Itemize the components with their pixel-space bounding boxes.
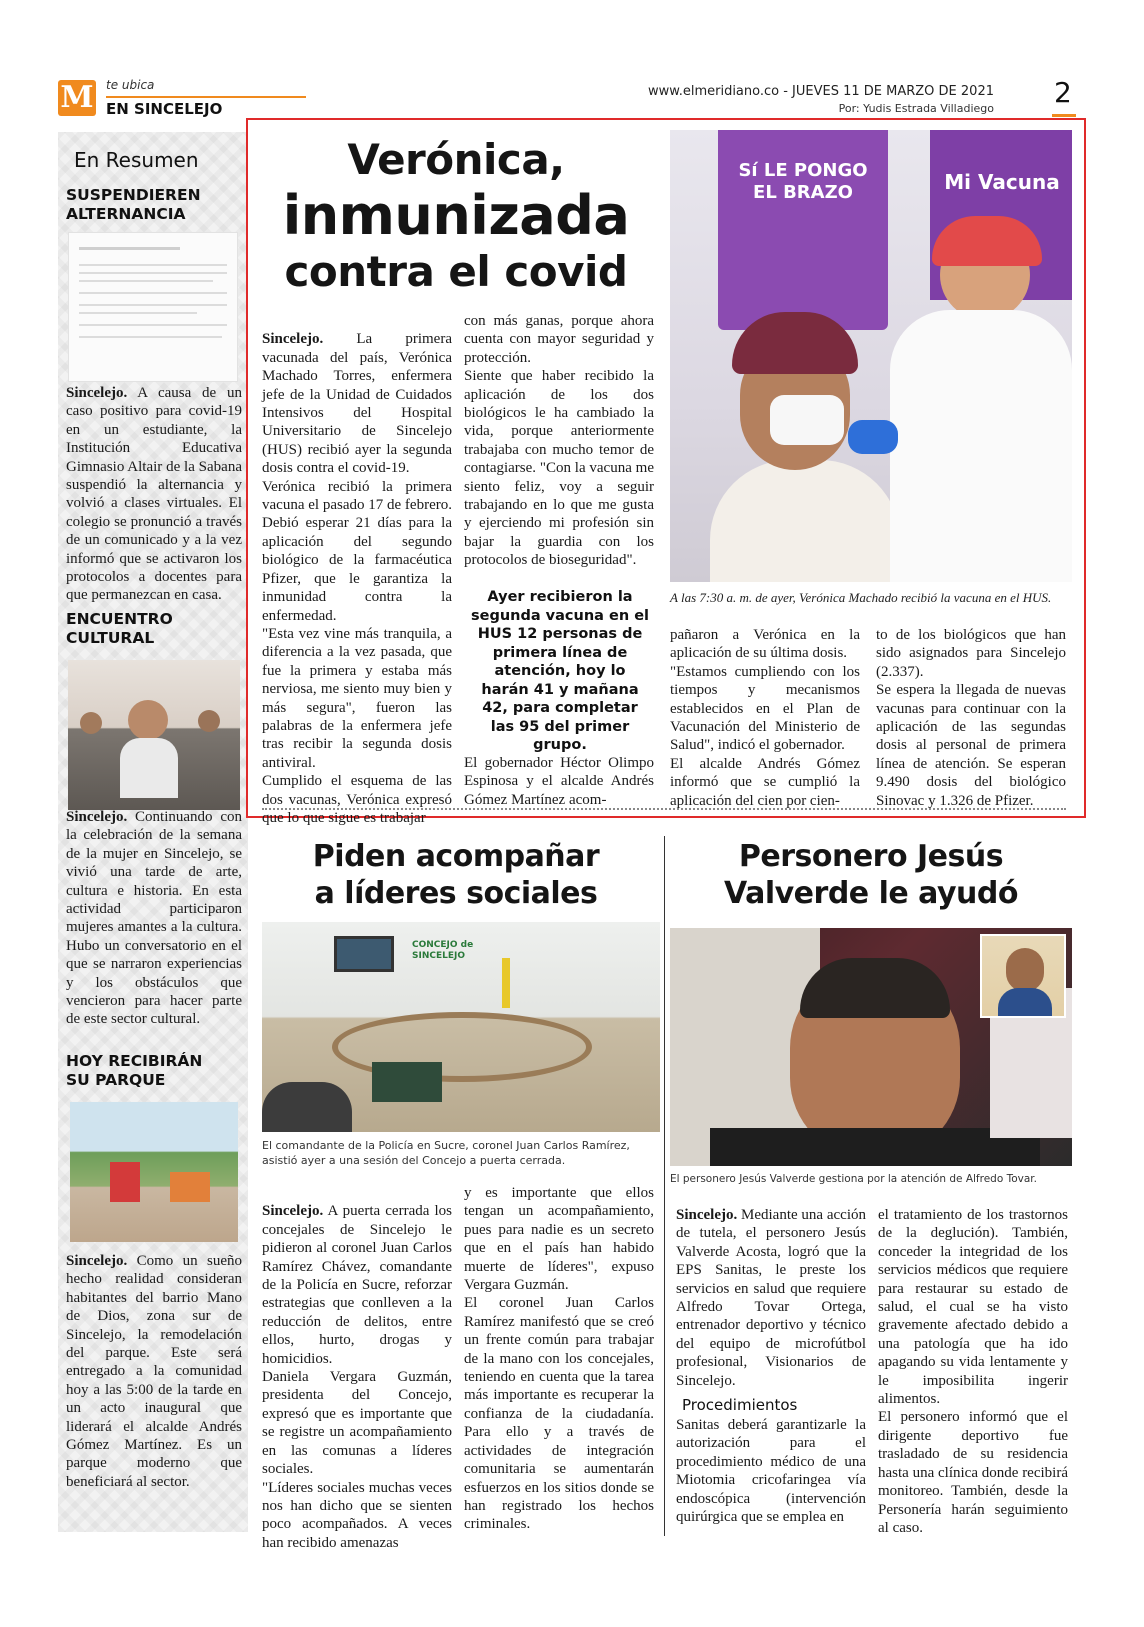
- column-text: La primera vacunada del país, Verónica Machado Torres, enfermera jefe de la Unidad de Cuidados Intensivos del Hospital Universitario de Sincelejo (HUS) recibió ayer la segunda dosis contra el covid-19. Verónica recibió la primera vacuna el pasado 17 de febrero. Debió esperar 21 días para la aplicación del segundo biológico de la farmacéutica Pfizer, que le garantiza la inmunidad contra la enfermedad. "Esta vez vine más tranquila, a diferencia a la vez pasada, que fue la primera y estaba más nerviosa, me siento muy bien y más segura", fueron las palabras de la enfermera jefe tras recibir la segunda dosis antiviral. Cumplido el esquema de las dos vacunas, Verónica expresó que lo que sigue es trabajar: [262, 331, 452, 826]
- council-sign: CONCEJO de SINCELEJO: [412, 940, 474, 961]
- dateline: Sincelejo.: [66, 809, 128, 825]
- heading-line: SUSPENDIEREN: [66, 186, 201, 204]
- headline-line: Verónica,: [347, 135, 565, 184]
- section-label-small: te ubica: [106, 78, 155, 92]
- dateline: Sincelejo.: [66, 1253, 128, 1269]
- dateline: Sincelejo.: [262, 1203, 324, 1220]
- page-number-underline: [1052, 114, 1076, 117]
- summary-sidebar: [58, 132, 248, 1532]
- sidebar-item-body: Como un sueño hecho realidad consideran habitantes del barrio Mano de Dios, zona sur de Sincelejo, la remodelación del parque. Este será entregado a la comunidad hoy a las 5:00 de la tarde en un acto inaugural que liderará el alcalde Andrés Gómez Martínez. Es un parque moderno que beneficiará al sector.: [66, 1253, 242, 1490]
- vaccination-photo: [670, 130, 1072, 582]
- dateline: Sincelejo.: [66, 385, 128, 401]
- story-column-1-b: Sanitas deberá garantizarle la autorización para el procedimiento médico de una Miotomia cricofaringea vía endoscópica (intervención quirúrgica que se emplea en: [676, 1417, 866, 1526]
- sidebar-item-text: [66, 384, 242, 605]
- column-divider: [664, 836, 665, 1536]
- heading-line: SU PARQUE: [66, 1071, 166, 1089]
- story-column-1: [262, 1184, 452, 1552]
- story-subhead: Procedimientos: [682, 1396, 798, 1414]
- headline-line: inmunizada: [282, 184, 630, 247]
- story-column-2: y es importante que ellos tengan un acompañamiento, pues para nadie es un secreto que en el país han habido muerte de líderes", expuso Vergara Guzmán. El coronel Juan Carlos Ramírez manifestó que se creó un frente común para trabajar de la mano con los concejales, teniendo en cuenta que la tarea más importante es recuperar la confianza de la ciudadanía. Para ello y a través de actividades de integración comunitaria se aumentarán esfuerzos en los sitios donde se han registrado los hechos criminales.: [464, 1185, 654, 1533]
- story-column-1: [676, 1206, 866, 1390]
- heading-line: ENCUENTRO: [66, 610, 173, 628]
- sidebar-item-text: [66, 808, 242, 1029]
- vaccine-banner-text: Mi Vacuna: [944, 170, 1060, 194]
- park-photo: [70, 1102, 238, 1242]
- sidebar-item-text: [66, 1252, 242, 1491]
- headline-line: Piden acompañar: [312, 839, 600, 874]
- featured-column-2-end: El gobernador Héctor Olimpo Espinosa y el alcalde Andrés Gómez Martínez acom-: [464, 755, 654, 808]
- heading-line: ALTERNANCIA: [66, 205, 186, 223]
- sidebar-item-body: Continuando con la celebración de la semana de la mujer en Sincelejo, se vivió una tarde de arte, cultura e historia. En esta actividad participaron mujeres amantes a la cultura. Hubo un conversatorio en el que se narraron experiencias y los obstáculos que vencieron para hacer parte de este sector cultural.: [66, 809, 242, 1028]
- column-text: Mediante una acción de tutela, el personero Jesús Valverde Acosta, logró que la EPS Sanitas, le preste los servicios en salud que requiere Alfredo Tovar Ortega, entrenador deportivo y técnico del equipo de microfútbol profesional, Visionarios de Sincelejo.: [676, 1207, 866, 1389]
- dateline: Sincelejo.: [262, 331, 324, 348]
- logo-letter: M: [60, 80, 94, 115]
- page-header: [0, 0, 1144, 120]
- cultural-event-photo: [68, 660, 240, 810]
- sidebar-item-heading: [66, 1052, 202, 1090]
- section-label: EN SINCELEJO: [106, 100, 223, 118]
- byline: Por: Yudis Estrada Villadiego: [838, 102, 994, 115]
- site-date: www.elmeridiano.co - JUEVES 11 DE MARZO DE 2021: [648, 84, 994, 99]
- personero-portrait: [980, 934, 1066, 1018]
- sidebar-item-heading: [66, 186, 201, 224]
- vaccine-banner-text: Sí LE PONGO EL BRAZO: [738, 160, 868, 203]
- sidebar-item-body: A causa de un caso positivo para covid-19 en un estudiante, la Institución Educativa Gimnasio Altair de la Sabana suspendió la alternancia y volvió a clases virtuales. El colegio se pronunció a través de un comunicado y a la vez informó que se activaron los protocolos a docentes para que permanezcan en casa.: [66, 385, 242, 604]
- headline-line: Personero Jesús: [738, 839, 1004, 874]
- headline-line: contra el covid: [284, 247, 628, 296]
- featured-column-3: pañaron a Verónica en la aplicación de su última dosis. "Estamos cumpliendo con los tiempos y mecanismos establecidos en el Plan de Vacunación del Ministerio de Salud", indicó el gobernador. El alcalde Andrés Gómez informó que se cumplió la aplicación del cien por cien-: [670, 627, 860, 809]
- story-headline: [256, 838, 656, 912]
- pull-quote: Ayer recibieron la segunda vacuna en el HUS 12 personas de primera línea de atención, hoy lo harán 41 y mañana 42, para completar las 95 del primer grupo.: [470, 589, 650, 753]
- story-headline: [670, 838, 1072, 912]
- headline-line: Valverde le ayudó: [724, 876, 1018, 911]
- featured-column-2: con más ganas, porque ahora cuenta con mayor seguridad y protección. Siente que haber recibido la aplicación de los dos biológicos le ha cambiado la vida, porque anteriormente trabajaba con mucho temor de contagiarse. "Con la vacuna me siento feliz, voy a seguir trabajando en lo que me gusta y ejerciendo mi profesión sin bajar la guardia con los protocolos de bioseguridad".: [464, 313, 654, 569]
- featured-bottom-rule: [262, 808, 1066, 810]
- headline-line: a líderes sociales: [314, 876, 598, 911]
- council-session-photo: [262, 922, 660, 1132]
- featured-headline: [256, 134, 656, 298]
- sidebar-title: En Resumen: [74, 148, 199, 172]
- featured-column-1: [262, 312, 452, 827]
- page-number: 2: [1054, 76, 1072, 109]
- heading-line: CULTURAL: [66, 629, 155, 647]
- sidebar-item-heading: [66, 610, 173, 648]
- photo-caption: El comandante de la Policía en Sucre, coronel Juan Carlos Ramírez, asistió ayer a una sesión del Concejo a puerta cerrada.: [262, 1139, 630, 1167]
- dateline: Sincelejo.: [676, 1207, 738, 1223]
- photo-caption: A las 7:30 a. m. de ayer, Verónica Machado recibió la vacuna en el HUS.: [670, 590, 1052, 605]
- logo-icon: [58, 80, 96, 116]
- school-letter-image: [68, 232, 238, 382]
- column-text: A puerta cerrada los concejales de Sincelejo le pidieron al coronel Juan Carlos Ramírez Chávez, comandante de la Policía en Sucre, reforzar estrategias que conlleven a la reducción de delitos, entre ellos, hurto, drogas y homicidios. Daniela Vergara Guzmán, presidenta del Concejo, expresó que es importante que se registre un acompañamiento en las comunas a líderes sociales. "Líderes sociales muchas veces nos han dicho que se sienten poco acompañados. A veces han recibido amenazas: [262, 1203, 452, 1551]
- photo-caption: El personero Jesús Valverde gestiona por la atención de Alfredo Tovar.: [670, 1173, 1037, 1185]
- heading-line: HOY RECIBIRÁN: [66, 1052, 203, 1070]
- featured-column-4: to de los biológicos que han sido asignados para Sincelejo (2.337). Se espera la llegada de nuevas vacunas para continuar con la aplicación de las segundas dosis al personal de primera línea de atención. Se esperan 9.490 dosis del biológico Sinovac y 1.326 de Pfizer.: [876, 627, 1066, 809]
- section-rule: [106, 96, 306, 98]
- story-column-2: el tratamiento de los trastornos de la deglución). También, conceder la integridad de los servicios médicos que requiere para restaurar su estado de salud, el cual se ha visto gravemente afectado debido a una patología que ha ido apagando su vida lentamente y le imposibilita ingerir alimentos. El personero informó que el dirigente deportivo fue trasladado de su residencia hasta una clínica donde recibirá monitoreo. También, desde la Personería harán seguimiento al caso.: [878, 1207, 1068, 1536]
